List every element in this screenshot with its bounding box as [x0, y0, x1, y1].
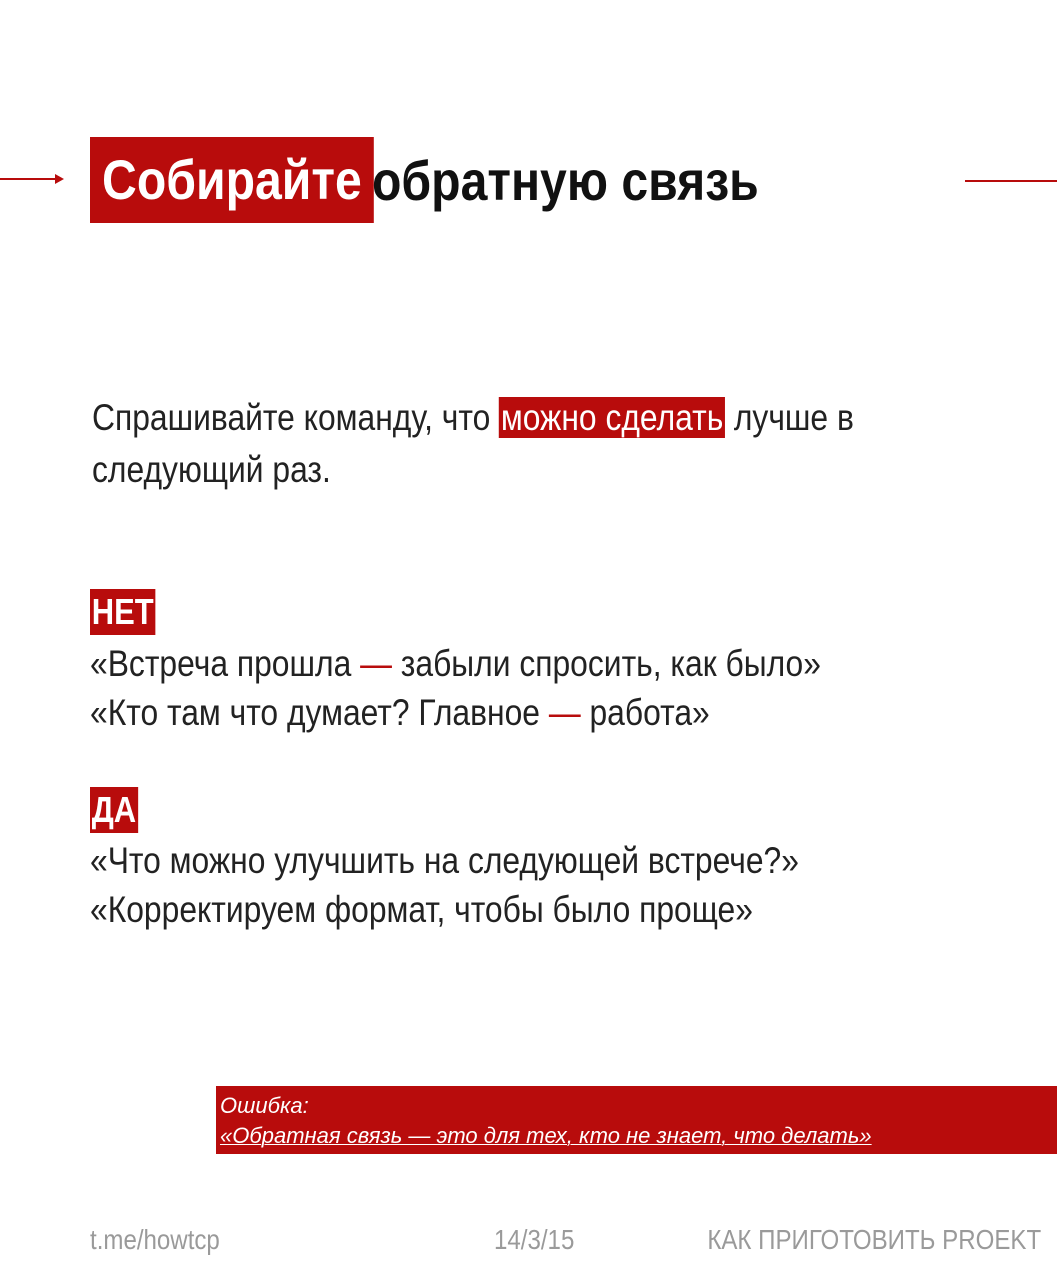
intro-line-1 — [92, 392, 866, 444]
no-quote-2-dash: — — [548, 692, 581, 733]
intro-text-2: лучше в — [725, 397, 854, 438]
intro-line-2: следующий раз. — [92, 449, 331, 490]
footer-page-number: 14/3/15 — [494, 1224, 575, 1255]
no-quote-1 — [90, 639, 821, 688]
page-title — [90, 137, 822, 223]
error-label: Ошибка: — [220, 1093, 309, 1118]
yes-badge: ДА — [90, 787, 138, 833]
no-quote-2-end: работа» — [580, 692, 710, 733]
no-quote-2 — [90, 688, 821, 737]
footer-brand: КАК ПРИГОТОВИТЬ PROEKT — [707, 1224, 1041, 1255]
intro-text-1: Спрашивайте команду, что — [92, 397, 500, 438]
no-quote-1-end: забыли спросить, как было» — [391, 643, 821, 684]
no-quote-2-start: «Кто там что думает? Главное — [90, 692, 549, 733]
intro-paragraph — [92, 392, 992, 496]
no-quote-1-start: «Встреча прошла — [90, 643, 361, 684]
no-badge: НЕТ — [90, 589, 155, 635]
right-line-decoration — [965, 180, 1057, 182]
yes-quote-2: «Корректируем формат, чтобы было проще» — [90, 889, 753, 930]
intro-highlight: можно сделать — [500, 397, 724, 438]
no-quotes — [90, 639, 940, 737]
error-text: «Обратная связь — это для тех, кто не знает, что делать» — [220, 1123, 872, 1148]
title-rest: обратную связь — [372, 148, 759, 212]
no-quote-1-dash: — — [360, 643, 392, 684]
left-arrow-decoration — [0, 178, 62, 180]
title-highlight: Собирайте — [90, 137, 374, 223]
yes-quote-1: «Что можно улучшить на следующей встрече?» — [90, 840, 799, 881]
error-callout — [216, 1086, 1057, 1154]
yes-quotes — [90, 836, 914, 934]
footer-link[interactable]: t.me/howtcp — [90, 1224, 220, 1255]
